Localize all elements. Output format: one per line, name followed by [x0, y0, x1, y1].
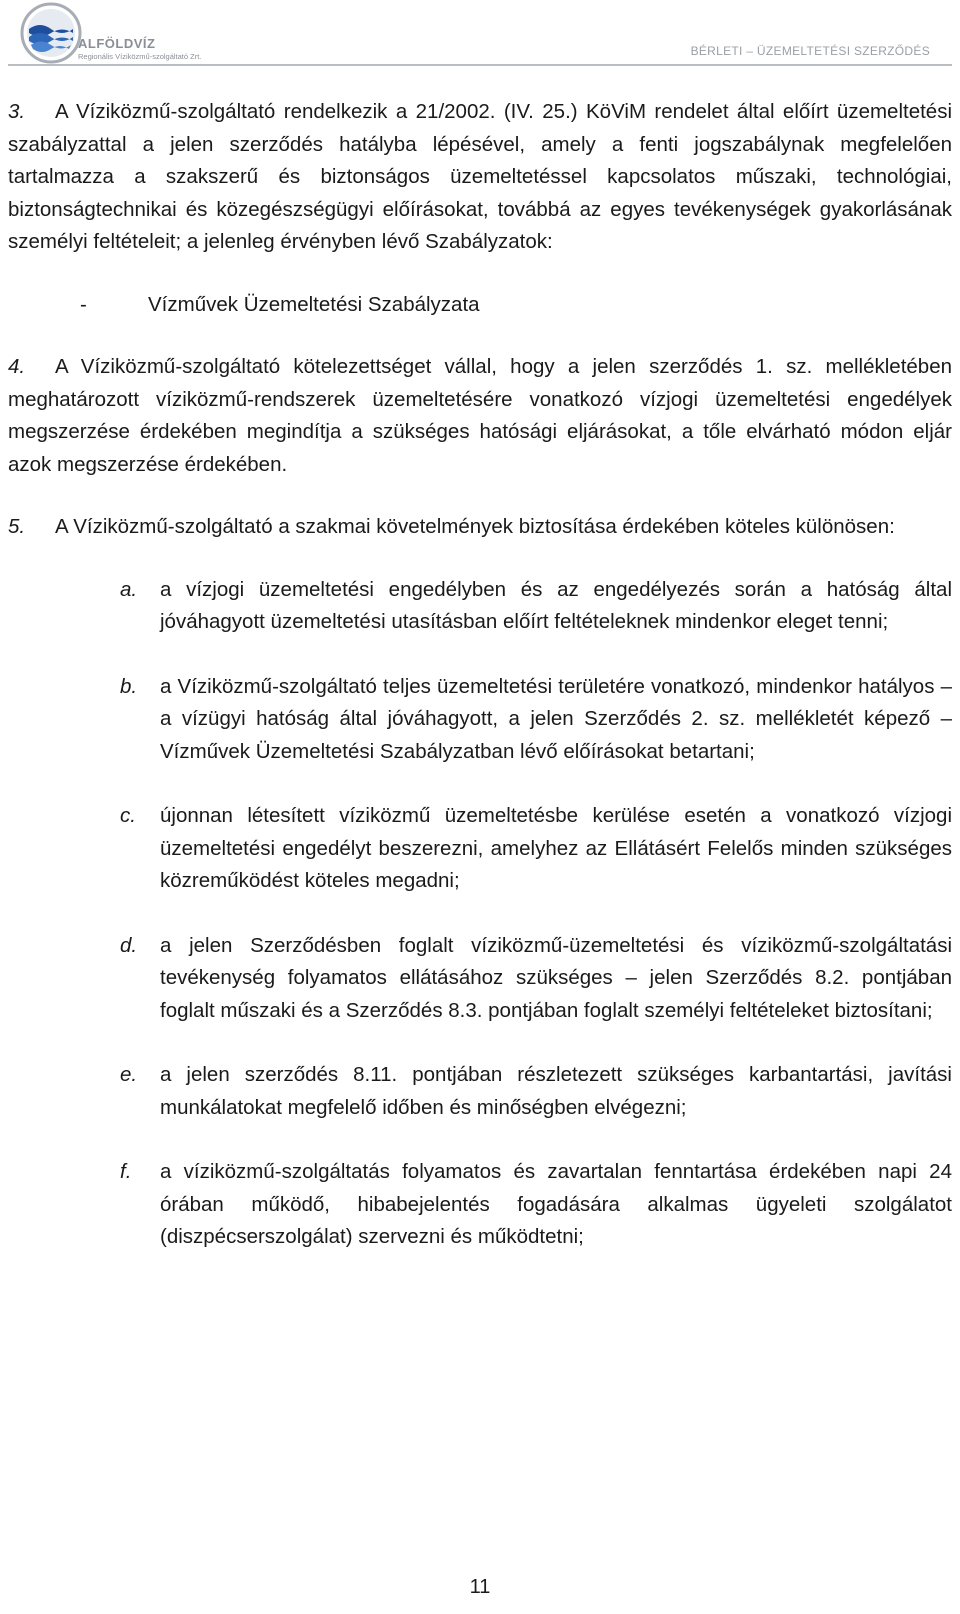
item-text: újonnan létesített víziközmű üzemeltetésbe kerülése esetén a vonatkozó vízjogi üzemeltetési engedélyt beszerezni, amelyhez az Ellátásért Felelős minden szükséges közreműködést köteles megadni;	[160, 804, 952, 892]
section-text: A Víziközmű-szolgáltató kötelezettséget vállal, hogy a jelen szerződés 1. sz. mellékletében meghatározott víziközmű-rendszerek üzemeltetésére vonatkozó vízjogi üzemeltetési engedélyek megszerzése érdekében megindítja a szükséges hatósági eljárásokat, a tőle elvárható módon eljár azok megszerzése érdekében.	[8, 355, 952, 476]
list-item-b	[8, 671, 952, 769]
page-header	[0, 0, 960, 70]
alfoldviz-logo-icon	[20, 2, 82, 64]
section-number: 5.	[8, 515, 26, 538]
regulation-name: Vízművek Üzemeltetési Szabályzata	[148, 292, 480, 316]
section-number: 3.	[8, 100, 26, 123]
item-text: a vízjogi üzemeltetési engedélyben és az engedélyezés során a hatóság által jóváhagyott üzemeltetési utasításban előírt feltételeknek mindenkor eleget tenni;	[160, 577, 952, 633]
section-text: A Víziközmű-szolgáltató a szakmai követelmények biztosítása érdekében köteles különösen:	[55, 515, 895, 538]
section-text: A Víziközmű-szolgáltató rendelkezik a 21/2002. (IV. 25.) KöViM rendelet által előírt üzemeltetési szabályzattal a jelen szerződés hatályba lépésével, amely a fenti jogszabálynak megfelelően tartalmazza a szakszerű és biztonságos üzemeltetéssel kapcsolatos műszaki, technológiai, biztonságtechnikai és közegészségügyi előírásokat, továbbá az egyes tevékenységek gyakorlásának személyi feltételeit; a jelenleg érvényben lévő Szabályzatok:	[8, 100, 952, 253]
item-letter: f.	[120, 1160, 132, 1183]
list-item-a	[8, 574, 952, 639]
brand-name: ALFÖLDVÍZ	[78, 36, 156, 51]
section-4	[8, 351, 952, 481]
item-letter: b.	[120, 674, 138, 698]
list-item-e	[8, 1059, 952, 1124]
list-item-c	[8, 800, 952, 898]
item-text: a jelen Szerződésben foglalt víziközmű-üzemeltetési és víziközmű-szolgáltatási tevékenység folyamatos ellátásához szükséges – jelen Szerződés 8.2. pontjában foglalt műszaki és a Szerződés 8.3. pontjában foglalt személyi feltételeket biztosítani;	[160, 933, 952, 1022]
item-letter: c.	[120, 804, 136, 827]
page-number: 11	[469, 1576, 491, 1598]
document-body	[8, 96, 952, 1286]
section-5	[8, 511, 952, 544]
regulation-list-item	[8, 289, 952, 322]
item-letter: d.	[120, 933, 138, 957]
list-item-f	[8, 1156, 952, 1254]
item-text: a víziközmű-szolgáltatás folyamatos és zavartalan fenntartása érdekében napi 24 órában működő, hibabejelentés fogadására alkalmas ügyeleti szolgálatot (diszpécserszolgálat) szervezni és működtetni;	[160, 1160, 952, 1248]
item-text: a Víziközmű-szolgáltató teljes üzemeltetési területére vonatkozó, mindenkor hatályos – a vízügyi hatóság által jóváhagyott, a jelen Szerződés 2. sz. mellékletét képező – Vízművek Üzemeltetési Szabályzatban lévő előírásokat betartani;	[160, 674, 952, 763]
section-number: 4.	[8, 355, 26, 378]
brand-subtitle: Regionális Víziközmű-szolgáltató Zrt.	[78, 52, 202, 61]
section-3	[8, 96, 952, 259]
item-letter: a.	[120, 577, 138, 601]
brand	[78, 36, 201, 61]
header-divider	[8, 64, 952, 66]
item-text: a jelen szerződés 8.11. pontjában részletezett szükséges karbantartási, javítási munkálatokat megfelelő időben és minőségben elvégezni;	[160, 1063, 952, 1119]
document-title: BÉRLETI – ÜZEMELTETÉSI SZERZŐDÉS	[690, 44, 930, 58]
list-dash: -	[80, 292, 87, 316]
item-letter: e.	[120, 1063, 138, 1086]
list-item-d	[8, 930, 952, 1028]
